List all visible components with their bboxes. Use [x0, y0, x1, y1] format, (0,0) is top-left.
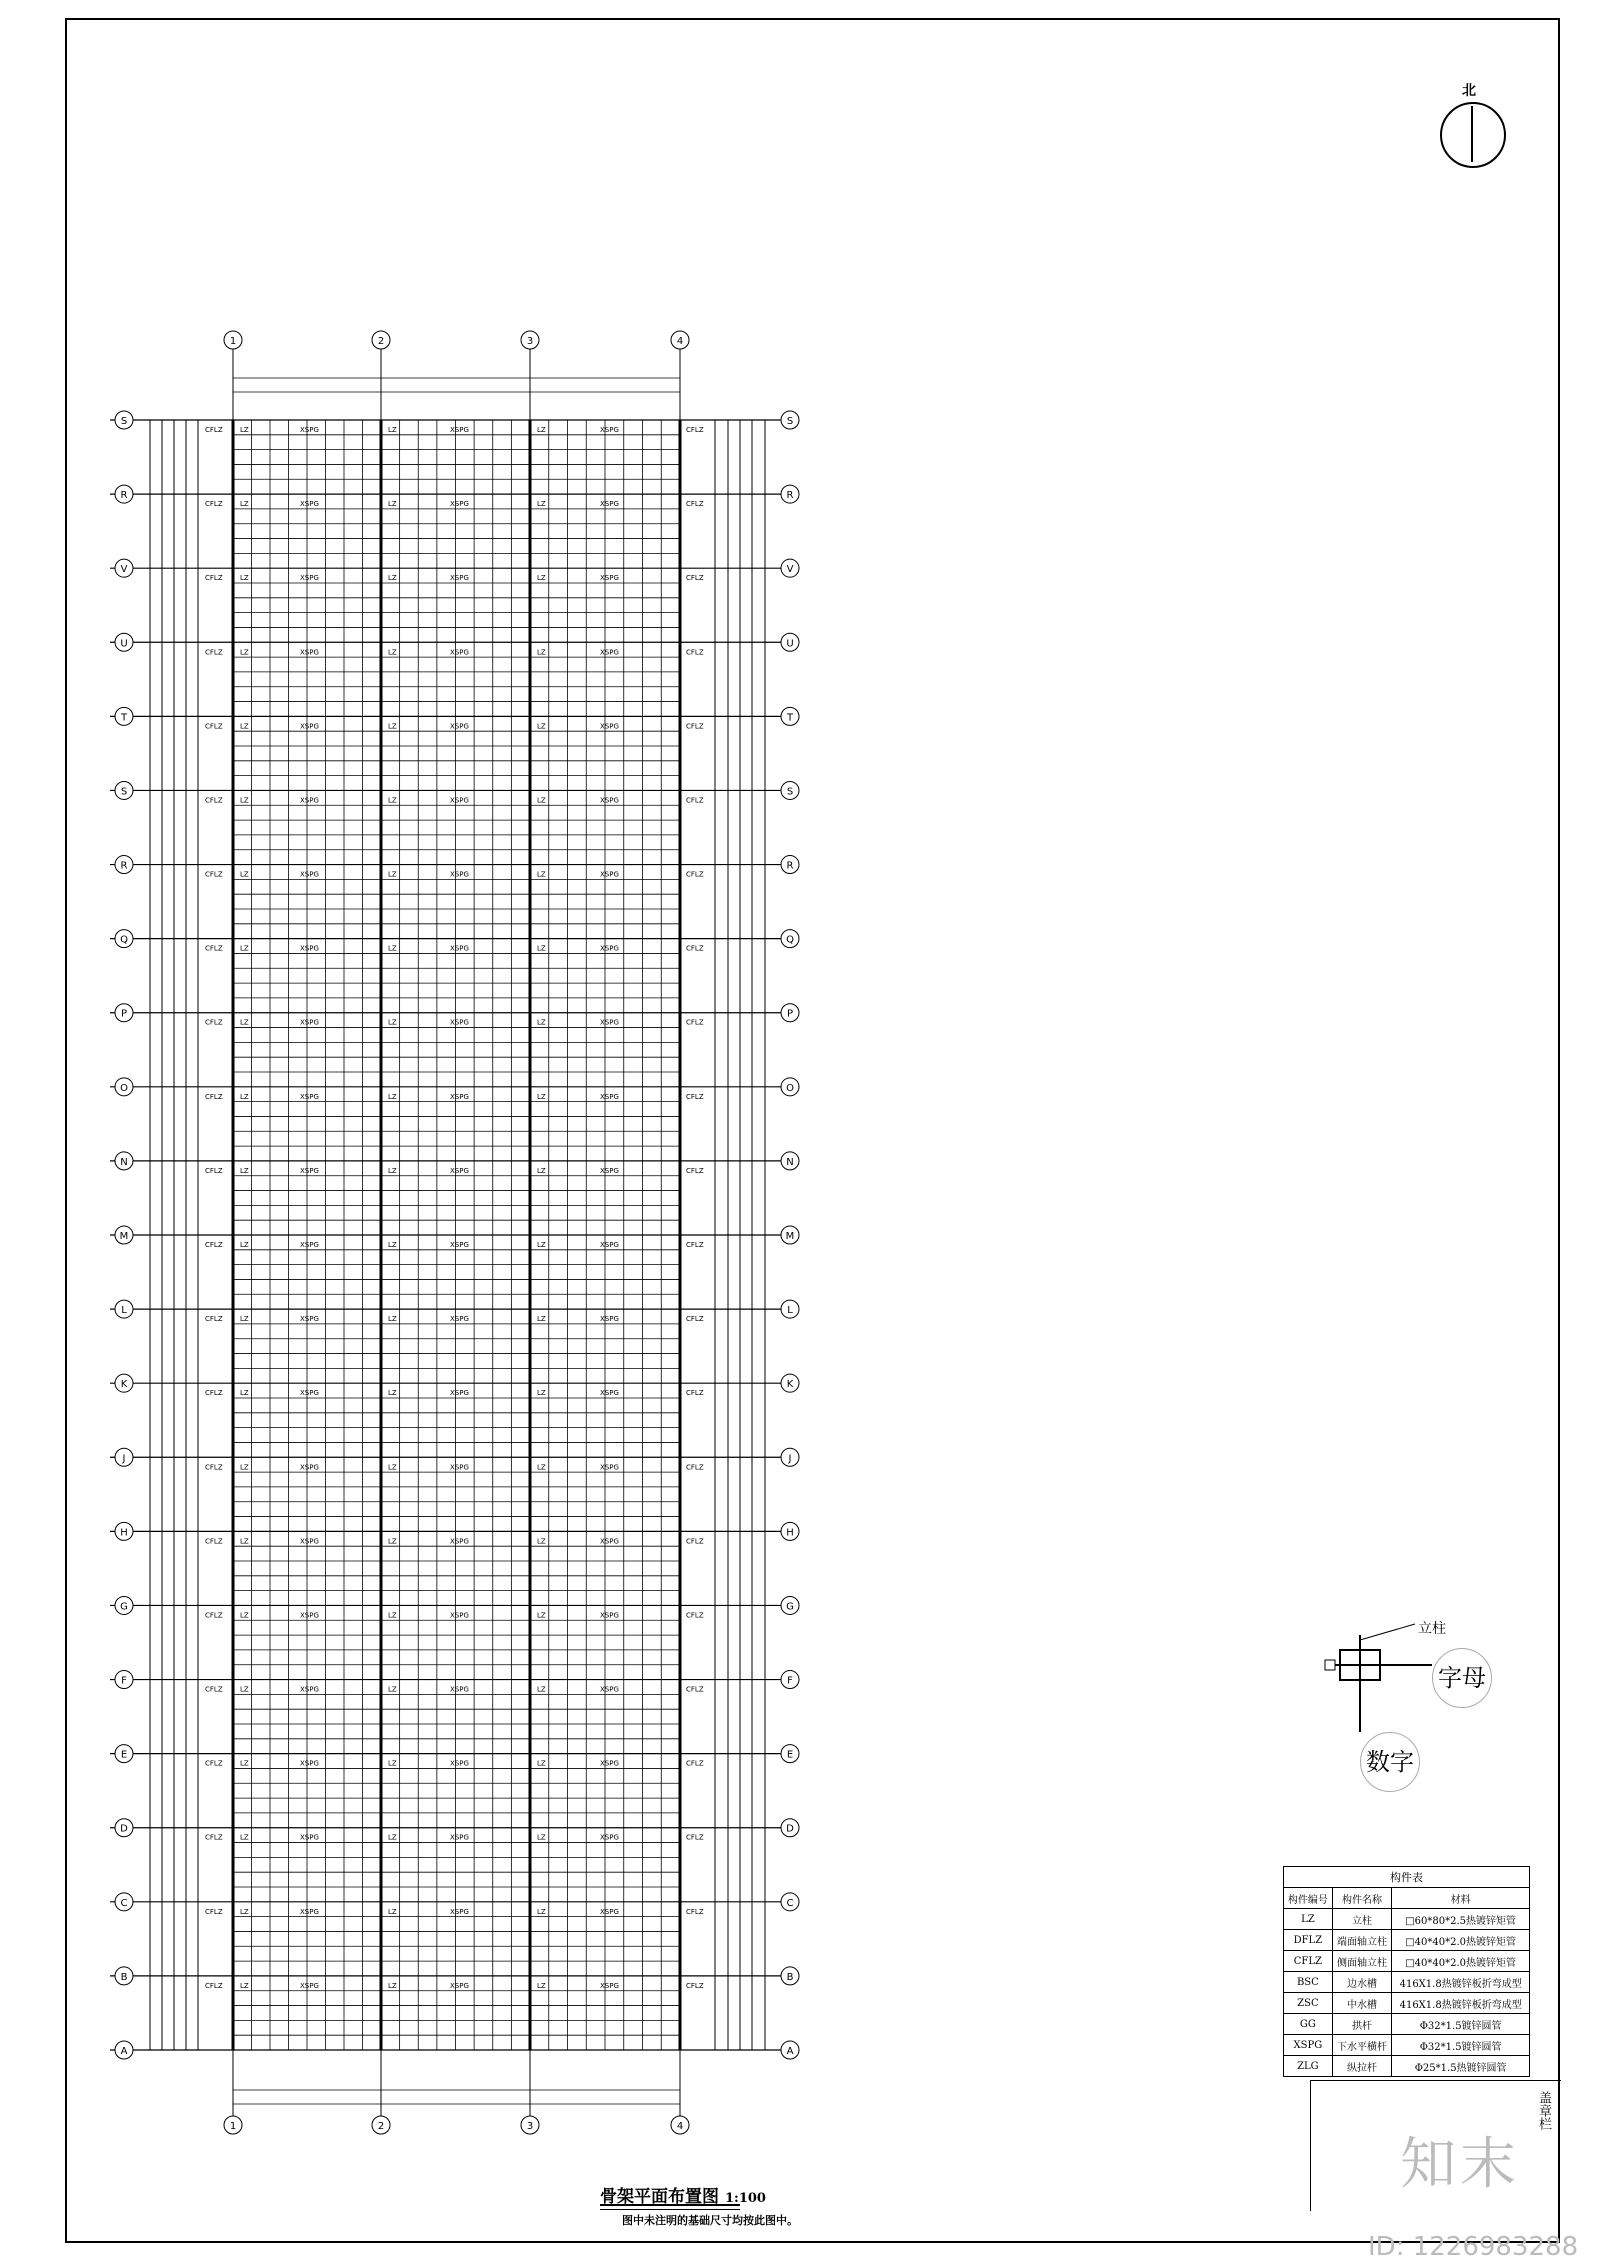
member-label: XSPG: [600, 1833, 619, 1842]
member-label: XSPG: [600, 944, 619, 953]
member-label: CFLZ: [205, 1389, 223, 1398]
axis-legend: [1320, 1610, 1520, 1785]
parts-header: 材料: [1392, 1888, 1530, 1909]
row-axis-label: L: [787, 1305, 793, 1317]
row-axis-label: T: [786, 712, 794, 724]
member-label: XSPG: [450, 796, 469, 805]
member-label: CFLZ: [686, 870, 704, 879]
member-label: CFLZ: [205, 500, 223, 509]
member-label: LZ: [388, 574, 397, 583]
member-label: LZ: [388, 1389, 397, 1398]
member-label: LZ: [240, 1092, 249, 1101]
brand-watermark: 知末: [1400, 2132, 1520, 2197]
member-label: LZ: [240, 1389, 249, 1398]
row-axis-label: N: [786, 1156, 794, 1168]
member-label: CFLZ: [686, 1389, 704, 1398]
row-axis-label: J: [788, 1453, 792, 1465]
member-label: XSPG: [300, 1981, 319, 1990]
column-axis-label: 3: [526, 336, 534, 347]
member-label: LZ: [240, 500, 249, 509]
member-label: CFLZ: [686, 1907, 704, 1916]
member-label: CFLZ: [205, 722, 223, 731]
member-label: LZ: [537, 1092, 546, 1101]
member-label: LZ: [240, 1981, 249, 1990]
member-label: CFLZ: [205, 1759, 223, 1768]
part-material: Φ32*1.5镀锌圆管: [1392, 2014, 1530, 2035]
member-label: XSPG: [450, 1537, 469, 1546]
member-label: LZ: [240, 426, 249, 434]
member-label: XSPG: [450, 1907, 469, 1916]
member-label: XSPG: [300, 1611, 319, 1620]
member-label: XSPG: [600, 870, 619, 879]
member-label: XSPG: [300, 722, 319, 731]
member-label: CFLZ: [686, 1166, 704, 1175]
table-row: [1284, 2014, 1530, 2035]
member-label: CFLZ: [686, 1685, 704, 1694]
row-axis-label: R: [786, 490, 794, 502]
member-label: CFLZ: [205, 1611, 223, 1620]
row-axis-label: G: [786, 1601, 794, 1613]
member-label: LZ: [388, 1833, 397, 1842]
member-label: CFLZ: [205, 1241, 223, 1249]
member-label: LZ: [240, 1611, 249, 1620]
member-label: XSPG: [600, 1611, 619, 1620]
row-axis-label: M: [785, 1231, 795, 1242]
part-name: 纵拉杆: [1332, 2056, 1392, 2077]
row-axis-label: Q: [786, 934, 794, 946]
parts-table: [1283, 1866, 1530, 2077]
row-axis-label: E: [786, 1749, 794, 1761]
member-label: CFLZ: [205, 648, 223, 657]
row-axis-label: A: [786, 2046, 794, 2057]
member-label: LZ: [537, 1315, 546, 1324]
member-label: LZ: [537, 1981, 546, 1990]
member-label: CFLZ: [205, 1981, 223, 1990]
member-label: LZ: [537, 648, 546, 657]
member-label: XSPG: [300, 1241, 319, 1249]
member-label: XSPG: [600, 648, 619, 657]
member-label: XSPG: [450, 1685, 469, 1694]
row-axis-label: F: [787, 1675, 793, 1687]
member-label: LZ: [537, 1537, 546, 1546]
row-axis-label: U: [786, 638, 794, 650]
row-axis-label: B: [120, 1971, 128, 1983]
drawing-title-text: 骨架平面布置图: [600, 2187, 719, 2207]
member-label: XSPG: [600, 1092, 619, 1101]
member-label: LZ: [388, 1981, 397, 1990]
member-label: XSPG: [600, 500, 619, 509]
member-label: CFLZ: [205, 1463, 223, 1472]
member-label: XSPG: [600, 1685, 619, 1694]
member-label: XSPG: [600, 1241, 619, 1249]
member-label: CFLZ: [686, 1611, 704, 1620]
row-axis-label: B: [786, 1971, 794, 1983]
row-axis-label: H: [786, 1527, 794, 1539]
table-row: [1284, 1951, 1530, 1972]
plan-linework: [110, 349, 790, 2116]
member-label: CFLZ: [205, 1166, 223, 1175]
member-label: XSPG: [300, 1759, 319, 1768]
member-label: LZ: [388, 796, 397, 805]
part-code: XSPG: [1284, 2035, 1333, 2056]
drawing-scale: 1:100: [725, 2191, 766, 2206]
column-axis-label: 2: [377, 2121, 385, 2132]
member-label: LZ: [537, 1759, 546, 1768]
member-label: XSPG: [300, 574, 319, 583]
member-label: XSPG: [600, 1463, 619, 1472]
part-code: BSC: [1284, 1972, 1333, 1993]
member-label: LZ: [537, 796, 546, 805]
member-label: XSPG: [600, 1981, 619, 1990]
north-label: 北: [1462, 83, 1476, 99]
member-label: CFLZ: [205, 870, 223, 879]
table-row: [1284, 2056, 1530, 2077]
member-label: XSPG: [300, 1315, 319, 1324]
member-label: LZ: [240, 1685, 249, 1694]
row-axis-label: P: [786, 1008, 794, 1020]
row-axis-label: F: [121, 1675, 127, 1687]
part-name: 边水槽: [1332, 1972, 1392, 1993]
member-label: CFLZ: [686, 1833, 704, 1842]
part-code: ZLG: [1284, 2056, 1333, 2077]
row-axis-label: R: [120, 490, 128, 502]
member-label: LZ: [388, 1611, 397, 1620]
member-label: LZ: [388, 1092, 397, 1101]
row-axis-label: G: [120, 1601, 128, 1613]
member-label: XSPG: [300, 1685, 319, 1694]
row-axis-label: K: [786, 1379, 794, 1391]
member-label: XSPG: [300, 1907, 319, 1916]
member-label: LZ: [388, 1018, 397, 1027]
part-name: 中水槽: [1332, 1993, 1392, 2014]
member-label: LZ: [388, 1907, 397, 1916]
member-label: XSPG: [600, 796, 619, 805]
stamp-label: 盖章栏: [1536, 2091, 1551, 2130]
member-label: LZ: [537, 1241, 546, 1249]
row-axis-label: A: [120, 2046, 128, 2057]
member-label: LZ: [537, 1018, 546, 1027]
member-label: CFLZ: [205, 1018, 223, 1027]
member-label: CFLZ: [205, 574, 223, 583]
member-label: XSPG: [450, 1389, 469, 1398]
part-material: Φ25*1.5热镀锌圆管: [1392, 2056, 1530, 2077]
member-label: XSPG: [450, 574, 469, 583]
row-axis-label: O: [786, 1082, 794, 1094]
member-label: LZ: [537, 500, 546, 509]
part-material: □40*40*2.0热镀锌矩管: [1392, 1951, 1530, 1972]
member-label: CFLZ: [205, 1833, 223, 1842]
member-label: XSPG: [450, 426, 469, 434]
member-label: LZ: [240, 1241, 249, 1249]
row-axis-label: H: [120, 1527, 128, 1539]
member-label: XSPG: [450, 1759, 469, 1768]
part-name: 拱杆: [1332, 2014, 1392, 2035]
member-label: LZ: [537, 1611, 546, 1620]
member-label: CFLZ: [205, 1315, 223, 1324]
member-label: CFLZ: [205, 944, 223, 953]
part-material: □40*40*2.0热镀锌矩管: [1392, 1930, 1530, 1951]
part-name: 侧面轴立柱: [1332, 1951, 1392, 1972]
member-label: XSPG: [300, 1018, 319, 1027]
member-label: LZ: [537, 1685, 546, 1694]
member-label: XSPG: [450, 1241, 469, 1249]
member-label: XSPG: [450, 1611, 469, 1620]
part-material: □60*80*2.5热镀锌矩管: [1392, 1909, 1530, 1930]
row-axis-label: S: [120, 416, 128, 427]
member-label: XSPG: [450, 1833, 469, 1842]
row-axis-label: U: [120, 638, 128, 650]
row-axis-label: T: [120, 712, 128, 724]
member-label: LZ: [240, 722, 249, 731]
member-label: LZ: [240, 1463, 249, 1472]
member-label: LZ: [388, 722, 397, 731]
member-label: CFLZ: [205, 1907, 223, 1916]
member-label: CFLZ: [686, 1759, 704, 1768]
member-label: XSPG: [300, 648, 319, 657]
member-label: LZ: [240, 1833, 249, 1842]
member-label: LZ: [537, 1166, 546, 1175]
title-underline: [600, 2204, 740, 2210]
row-axis-label: N: [120, 1156, 128, 1168]
member-label: LZ: [240, 1315, 249, 1324]
member-label: XSPG: [300, 426, 319, 434]
row-axis-label: P: [120, 1008, 128, 1020]
column-axis-label: 2: [377, 336, 385, 347]
member-label: CFLZ: [686, 500, 704, 509]
member-label: LZ: [537, 944, 546, 953]
member-label: LZ: [388, 1537, 397, 1546]
member-label: XSPG: [450, 1981, 469, 1990]
part-code: ZSC: [1284, 1993, 1333, 2014]
member-label: XSPG: [600, 574, 619, 583]
member-label: XSPG: [600, 426, 619, 434]
member-label: LZ: [388, 1463, 397, 1472]
part-code: GG: [1284, 2014, 1333, 2035]
member-label: XSPG: [600, 1907, 619, 1916]
member-label: XSPG: [600, 1389, 619, 1398]
row-axis-label: Q: [120, 934, 128, 946]
member-label: XSPG: [450, 1166, 469, 1175]
member-label: XSPG: [300, 500, 319, 509]
member-label: XSPG: [450, 870, 469, 879]
part-material: Φ32*1.5镀锌圆管: [1392, 2035, 1530, 2056]
member-label: LZ: [537, 870, 546, 879]
member-label: LZ: [240, 1018, 249, 1027]
row-axis-label: J: [122, 1453, 126, 1465]
member-label: CFLZ: [205, 1092, 223, 1101]
drawing-note: 图中未注明的基础尺寸均按此图中。: [622, 2214, 798, 2227]
member-label: LZ: [240, 648, 249, 657]
member-label: CFLZ: [205, 1685, 223, 1694]
member-label: LZ: [240, 574, 249, 583]
number-axis-bubble: 数字: [1360, 1732, 1420, 1792]
member-label: XSPG: [300, 944, 319, 953]
member-label: CFLZ: [686, 1018, 704, 1027]
row-axis-label: S: [786, 786, 794, 798]
part-code: CFLZ: [1284, 1951, 1333, 1972]
member-label: LZ: [388, 1166, 397, 1175]
post-label: 立柱: [1418, 1621, 1446, 1637]
row-axis-label: E: [120, 1749, 128, 1761]
member-label: XSPG: [600, 1315, 619, 1324]
member-label: CFLZ: [686, 796, 704, 805]
row-axis-label: C: [786, 1897, 794, 1909]
member-label: XSPG: [450, 722, 469, 731]
letter-axis-bubble: 字母: [1432, 1648, 1492, 1708]
member-label: XSPG: [450, 1092, 469, 1101]
member-label: XSPG: [600, 1018, 619, 1027]
member-label: LZ: [240, 1166, 249, 1175]
member-label: LZ: [240, 870, 249, 879]
member-label: XSPG: [450, 500, 469, 509]
member-label: LZ: [537, 1907, 546, 1916]
row-axis-label: V: [786, 564, 794, 576]
member-label: CFLZ: [205, 426, 223, 434]
member-label: CFLZ: [686, 1241, 704, 1249]
member-label: XSPG: [300, 1463, 319, 1472]
table-row: [1284, 1972, 1530, 1993]
row-axis-label: D: [120, 1823, 128, 1835]
member-label: LZ: [388, 944, 397, 953]
column-axis-label: 3: [526, 2121, 534, 2132]
part-code: LZ: [1284, 1909, 1333, 1930]
member-label: LZ: [388, 870, 397, 879]
row-axis-label: O: [120, 1082, 128, 1094]
image-id: ID: 1226983288: [1368, 2232, 1579, 2262]
member-label: CFLZ: [686, 1981, 704, 1990]
row-axis-label: R: [786, 860, 794, 872]
member-label: LZ: [388, 1759, 397, 1768]
table-row: [1284, 1909, 1530, 1930]
member-label: XSPG: [450, 1463, 469, 1472]
member-label: LZ: [537, 722, 546, 731]
member-label: CFLZ: [205, 796, 223, 805]
part-material: 416X1.8热镀锌板折弯成型: [1392, 1993, 1530, 2014]
member-label: CFLZ: [686, 722, 704, 731]
member-label: CFLZ: [686, 574, 704, 583]
table-row: [1284, 2035, 1530, 2056]
member-label: XSPG: [600, 1537, 619, 1546]
member-label: CFLZ: [686, 1092, 704, 1101]
member-label: CFLZ: [686, 648, 704, 657]
member-label: LZ: [537, 1833, 546, 1842]
member-label: XSPG: [450, 944, 469, 953]
member-label: LZ: [240, 1759, 249, 1768]
member-label: XSPG: [450, 1018, 469, 1027]
row-axis-label: S: [786, 416, 794, 427]
member-label: LZ: [388, 1685, 397, 1694]
member-label: XSPG: [600, 1759, 619, 1768]
member-label: XSPG: [300, 1537, 319, 1546]
row-axis-label: L: [121, 1305, 127, 1317]
member-label: CFLZ: [686, 1315, 704, 1324]
table-row: [1284, 1993, 1530, 2014]
member-label: XSPG: [300, 1389, 319, 1398]
part-name: 下水平横杆: [1332, 2035, 1392, 2056]
row-axis-label: R: [120, 860, 128, 872]
member-label: LZ: [537, 574, 546, 583]
member-label: XSPG: [450, 1315, 469, 1324]
parts-header: 构件编号: [1284, 1888, 1333, 1909]
member-label: CFLZ: [686, 1537, 704, 1546]
part-name: 端面轴立柱: [1332, 1930, 1392, 1951]
member-label: XSPG: [300, 870, 319, 879]
column-axis-label: 1: [229, 336, 237, 347]
part-code: DFLZ: [1284, 1930, 1333, 1951]
member-label: LZ: [537, 1389, 546, 1398]
member-label: CFLZ: [686, 944, 704, 953]
member-label: LZ: [240, 796, 249, 805]
member-label: XSPG: [600, 1166, 619, 1175]
row-axis-label: K: [120, 1379, 128, 1391]
member-label: LZ: [240, 1537, 249, 1546]
member-label: CFLZ: [686, 1463, 704, 1472]
row-axis-label: M: [119, 1231, 129, 1242]
member-label: CFLZ: [686, 426, 704, 434]
part-material: 416X1.8热镀锌板折弯成型: [1392, 1972, 1530, 1993]
table-row: [1284, 1930, 1530, 1951]
member-label: XSPG: [300, 796, 319, 805]
row-axis-label: S: [120, 786, 128, 798]
member-label: XSPG: [300, 1833, 319, 1842]
member-label: XSPG: [600, 722, 619, 731]
member-label: LZ: [388, 500, 397, 509]
column-axis-label: 1: [229, 2121, 237, 2132]
member-label: CFLZ: [205, 1537, 223, 1546]
row-axis-label: C: [120, 1897, 128, 1909]
member-label: XSPG: [300, 1166, 319, 1175]
member-label: LZ: [388, 648, 397, 657]
member-label: LZ: [537, 1463, 546, 1472]
member-label: LZ: [240, 1907, 249, 1916]
member-label: XSPG: [450, 648, 469, 657]
member-label: LZ: [388, 1315, 397, 1324]
part-name: 立柱: [1332, 1909, 1392, 1930]
row-axis-label: V: [120, 564, 128, 576]
member-label: LZ: [537, 426, 546, 434]
north-arrow: [1440, 80, 1504, 164]
column-axis-label: 4: [676, 2121, 684, 2132]
column-axis-label: 4: [676, 336, 684, 347]
member-label: XSPG: [300, 1092, 319, 1101]
member-label: LZ: [240, 944, 249, 953]
parts-table-caption: 构件表: [1284, 1867, 1530, 1888]
member-label: LZ: [388, 426, 397, 434]
row-axis-label: D: [786, 1823, 794, 1835]
parts-header: 构件名称: [1332, 1888, 1392, 1909]
member-label: LZ: [388, 1241, 397, 1249]
